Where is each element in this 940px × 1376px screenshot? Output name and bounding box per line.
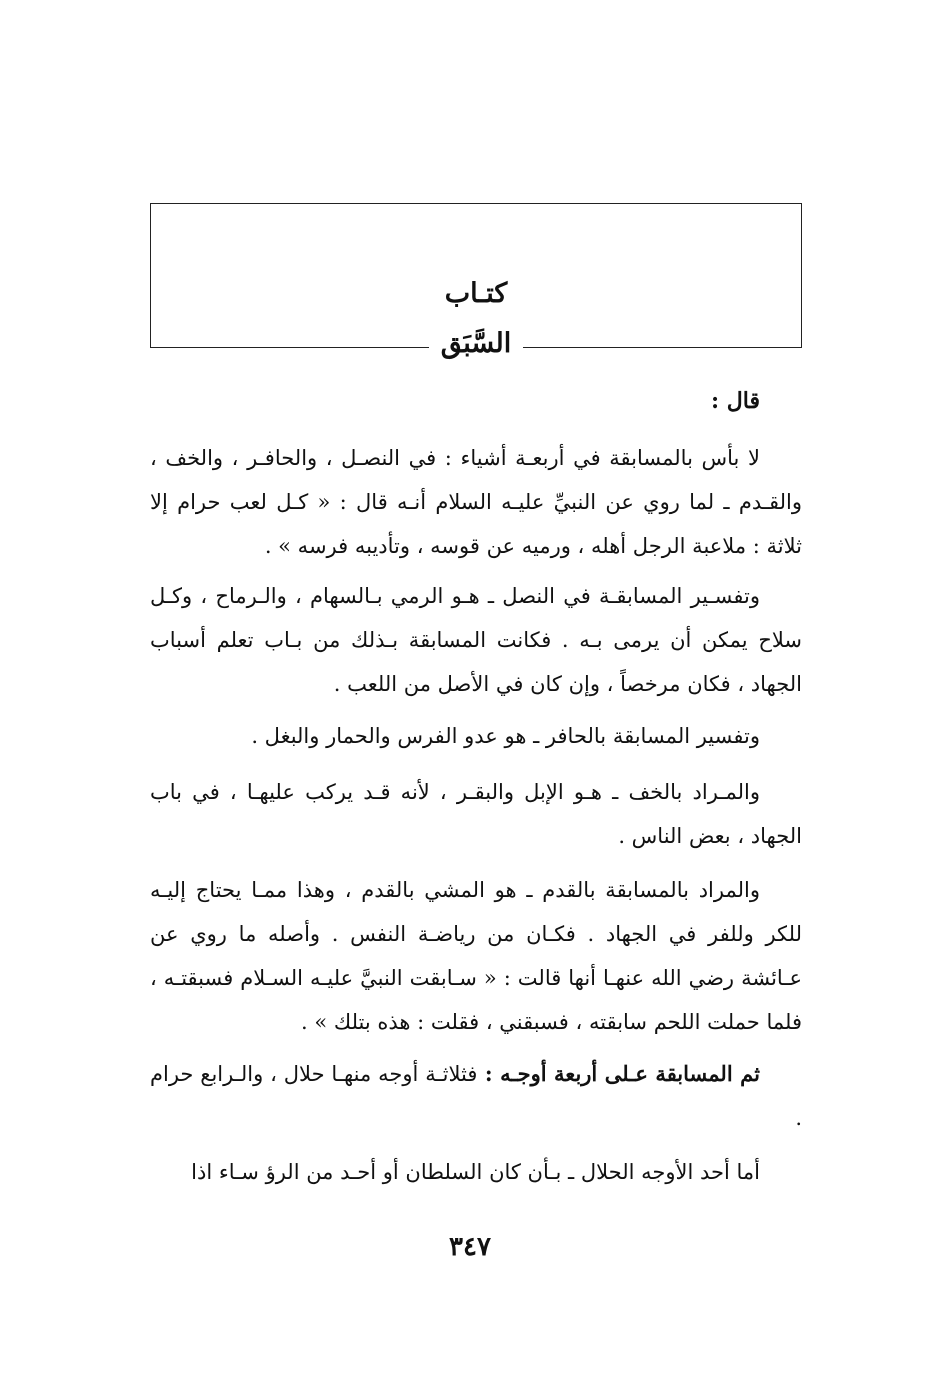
paragraph-3 (150, 714, 802, 758)
page-number: ٣٤٧ (449, 1232, 491, 1262)
paragraph-text: والمـراد بالخف ـ هـو الإبل والبقـر ، لأنه قـد يركب عليهـا ، في باب الجهاد ، بعض الناس . (150, 780, 802, 848)
paragraph-7 (150, 1150, 802, 1194)
paragraph-bold-lead: ثم المسابقة عـلى أربعة أوجـه : (477, 1061, 760, 1086)
chapter-title-subject (151, 328, 801, 363)
paragraph-text: لا بأس بالمسابقة في أربعـة أشياء : في النصـل ، والحافـر ، والخف ، والقـدم ـ لما روي عن النبيِّ عليـه السلام أنـه قال : « كـل لعب حرام إلا ثلاثة : ملاعبة الرجل أهله ، ورميه عن قوسه ، وتأديبه فرسه » . (150, 446, 802, 558)
paragraph-text: أما أحد الأوجه الحلال ـ بـأن كان السلطان أو أحـد من الرؤ سـاء اذا (191, 1160, 760, 1184)
paragraph-2 (150, 574, 802, 706)
paragraph-4 (150, 770, 802, 858)
chapter-title-frame (150, 203, 802, 359)
paragraph-rest: فثلاثـة أوجه منهـا حلال ، والـرابع حرام . (150, 1062, 802, 1130)
chapter-title-kitab: كتـاب (444, 278, 508, 309)
chapter-title-subject-text: السَّبَق (429, 328, 523, 359)
paragraph-5 (150, 868, 802, 1044)
paragraph-text: وتفسـير المسابقـة في النصل ـ هـو الرمي بـالسهام ، والـرماح ، وكـل سلاح يمكن أن يرمى بـه . فكانت المسابقة بـذلك من بـاب تعلم أسباب الجهاد ، فكان مرخصاً ، وإن كان في الأصل من اللعب . (150, 584, 802, 696)
section-lead-qala: قال : (711, 388, 760, 414)
paragraph-text (150, 1052, 802, 1140)
paragraph-text: وتفسير المسابقة بالحافر ـ هو عدو الفرس والحمار والبغل . (251, 724, 760, 748)
paragraph-text: والمراد بالمسابقة بالقدم ـ هو المشي بالقدم ، وهذا ممـا يحتاج إليـه للكر وللفر في الجهاد . فكـان من رياضـة النفس . وأصله ما روي عن عـائشة رضي الله عنهـا أنها قالت : « سـابقت النبيَّ عليـه السـلام فسبقتـه ، فلما حملت اللحم سابقته ، فسبقني ، فقلت : هذه بتلك » . (150, 878, 802, 1034)
paragraph-6 (150, 1052, 802, 1140)
paragraph-1 (150, 436, 802, 568)
